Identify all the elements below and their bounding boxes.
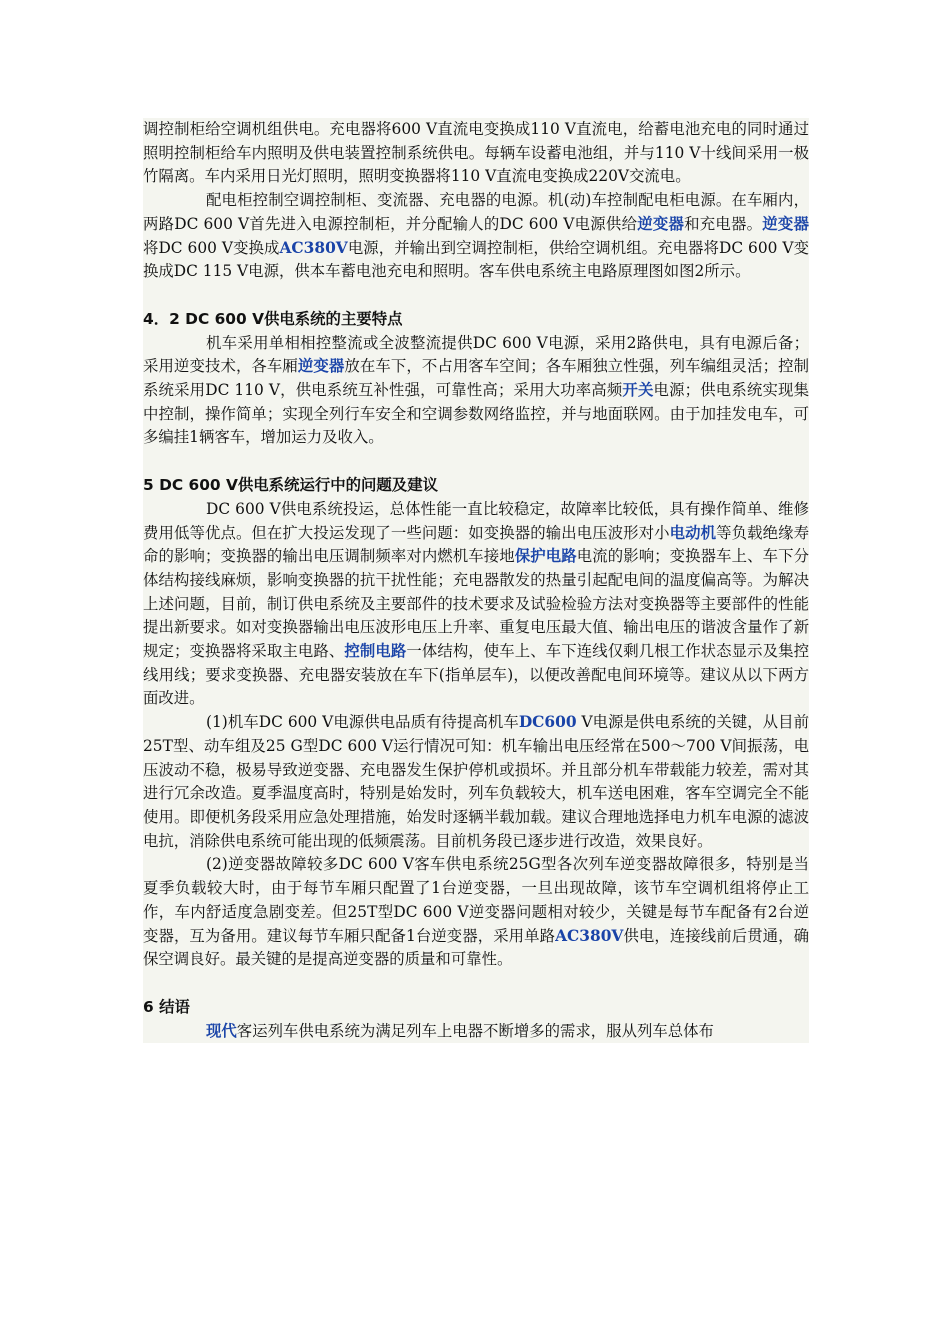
text-run: V电源是供电系统的关键，从目前25T型、动车组及25 G型DC 600 V运行情况可知：机车输出电压经常在500～700 V间振荡，电压波动不稳，极易导致逆变器、充电器发生保护停机或损坏。并且部分机车带载能力较差，需对其进行冗余改造。夏季温度高时，特别是始发时，列车负载较大，机车送电困难，客车空调完全不能使用。即便机务段采用应急处理措施，始发时逐辆半载加载。建议合理地选择电力机车电源的滤波电抗，消除供电系统可能出现的低频震荡。目前机务段已逐步进行改造，效果良好。 (143, 713, 809, 850)
keyword-link[interactable]: 保护电路 (514, 547, 577, 566)
text-run: 将DC 600 V变换成 (143, 238, 280, 257)
paragraph (143, 853, 809, 972)
section-heading: 4．2 DC 600 V供电系统的主要特点 (143, 309, 403, 328)
keyword-link[interactable]: 开关 (622, 381, 654, 400)
spacer (143, 450, 809, 474)
text-run: 和充电器。 (684, 214, 763, 233)
text-run: 电流的影响；变换器车上、车下分体结构接线麻烦，影响变换器的抗干扰性能；充电器散发的热量引起配电间的温度偏高等。为解决上述问题，目前，制订供电系统及主要部件的技术要求及试验检验方法对变换器等主要部件的性能提出新要求。如对变换器输出电压波形电压上升率、重复电压最大值、输出电压的谐波含量作了新规定；变换器将采取主电路、 (143, 547, 809, 661)
text-run: 配电柜控制空调控制柜、变流器、充电器的电源。机(动)车控制配电柜电源。在车厢内，两路DC 600 V首先进入电源控制柜，并分配输人的DC 600 V电源供给 (143, 191, 809, 233)
keyword-link[interactable]: AC380V (555, 926, 624, 945)
paragraph (143, 1020, 809, 1044)
keyword-link[interactable]: 逆变器 (762, 214, 809, 233)
text-run: (2)逆变器故障较多DC 600 V客车供电系统25G型各次列车逆变器故障很多，特别是当夏季负载较大时，由于每节车厢只配置了1台逆变器，一旦出现故障，该节车空调机组将停止工作，车内舒适度急剧变差。但25T型DC 600 V逆变器问题相对较少，关键是每节车配备有2台逆变器，互为备用。建议每节车厢只配备1台逆变器，采用单路 (143, 855, 809, 945)
paragraph (143, 711, 809, 853)
text-run: DC 600 V供电系统投运，总体性能一直比较稳定，故障率比较低，具有操作简单、维修费用低等优点。但在扩大投运发现了一些问题：如变换器的输出电压波形对小 (143, 499, 809, 542)
text-run: 调控制柜给空调机组供电。充电器将600 V直流电变换成110 V直流电，给蓄电池充电的同时通过照明控制柜给车内照明及供电装置控制系统供电。每辆车设蓄电池组，并与110 V十线间采用一极竹隔离。车内采用日光灯照明，照明变换器将110 V直流电变换成220V交流电。 (143, 120, 809, 186)
keyword-link[interactable]: 逆变器 (297, 357, 345, 376)
text-run: 供电，连接线前后贯通，确保空调良好。最关键的是提高逆变器的质量和可靠性。 (143, 926, 809, 969)
keyword-link[interactable]: AC380V (279, 238, 348, 257)
text-run: 客运列车供电系统为满足列车上电器不断增多的需求，服从列车总体布 (236, 1021, 714, 1040)
spacer (143, 284, 809, 308)
text-run: 等负载绝缘寿命的影响；变换器的输出电压调制频率对内燃机车接地 (143, 523, 809, 566)
paragraph (143, 118, 809, 189)
keyword-link[interactable]: 控制电路 (344, 642, 407, 661)
keyword-link[interactable]: 电动机 (669, 523, 717, 542)
text-run: (1)机车DC 600 V电源供电品质有待提高机车 (206, 713, 519, 732)
text-run: 电源，并输出到空调控制柜，供给空调机组。充电器将DC 600 V变换成DC 115 V电源，供本车蓄电池充电和照明。客车供电系统主电路原理图如图2所示。 (143, 238, 809, 281)
paragraph (143, 189, 809, 284)
section-heading: 5 DC 600 V供电系统运行中的问题及建议 (143, 476, 438, 495)
text-run: 机车采用单相相控整流或全波整流提供DC 600 V电源，采用2路供电，具有电源后备；采用逆变技术，各车厢 (143, 333, 809, 376)
spacer (143, 972, 809, 996)
keyword-link[interactable]: 现代 (206, 1021, 237, 1040)
paragraph (143, 498, 809, 711)
text-run: 一体结构，使车上、车下连线仅剩几根工作状态显示及集控线用线；要求变换器、充电器安装放在车下(指单层车)，以便改善配电间环境等。建议从以下两方面改进。 (143, 642, 809, 708)
paragraph (143, 332, 809, 451)
text-run: 电源；供电系统实现集中控制，操作简单；实现全列行车安全和空调参数网络监控，并与地面联网。由于加挂发电车，可多编挂1辆客车，增加运力及收入。 (143, 381, 809, 447)
keyword-link[interactable]: 逆变器 (637, 214, 685, 233)
section-heading: 6 结语 (143, 997, 190, 1016)
document-page (143, 118, 809, 1043)
text-run: 放在车下，不占用客车空间；各车厢独立性强，列车编组灵活；控制系统采用DC 110 V，供电系统互补性强，可靠性高；采用大功率高频 (143, 357, 809, 400)
keyword-link[interactable]: DC600 (518, 713, 577, 732)
